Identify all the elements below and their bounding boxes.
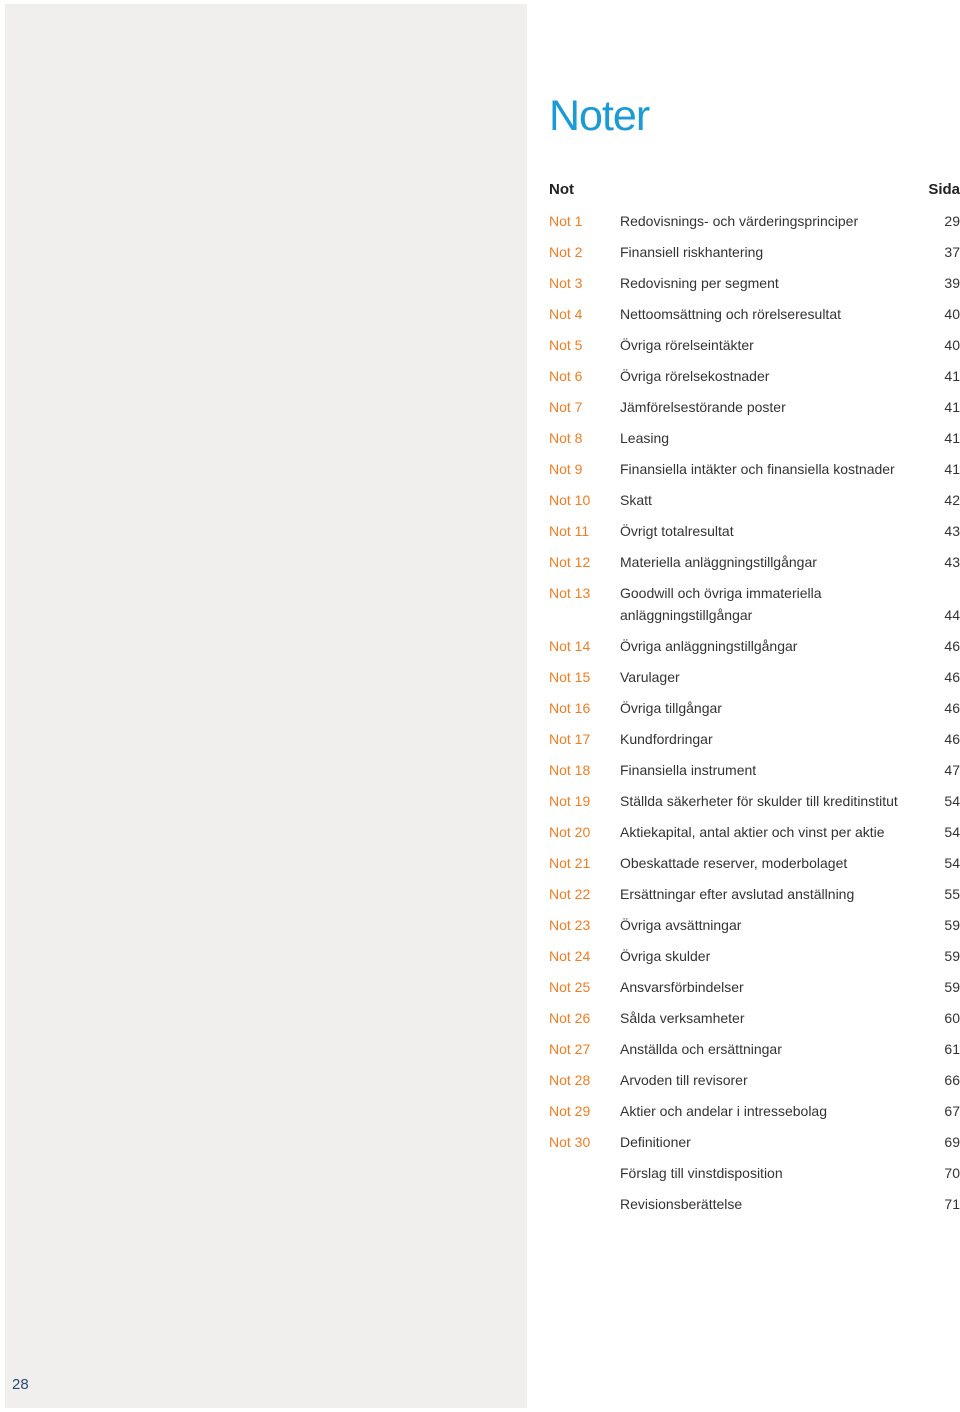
note-number: Not 4 xyxy=(549,306,583,322)
toc-row[interactable] xyxy=(549,430,960,461)
note-title: Skatt xyxy=(620,492,652,508)
note-title: Redovisnings- och värderingsprinciper xyxy=(620,213,859,229)
note-title: Ställda säkerheter för skulder till kreditinstitut xyxy=(620,793,898,809)
note-page: 60 xyxy=(944,1010,960,1026)
note-title: Finansiella instrument xyxy=(620,762,757,778)
toc-row[interactable] xyxy=(549,1010,960,1041)
note-number: Not 15 xyxy=(549,669,591,685)
note-page: 46 xyxy=(944,638,960,654)
note-number: Not 27 xyxy=(549,1041,591,1057)
note-page: 70 xyxy=(944,1165,960,1181)
note-number: Not 5 xyxy=(549,337,583,353)
note-page: 71 xyxy=(944,1196,960,1212)
note-number: Not 13 xyxy=(549,585,591,601)
toc-row[interactable] xyxy=(549,306,960,337)
note-title: Goodwill och övriga immateriella anläggningstillgångar xyxy=(620,585,822,623)
toc-row[interactable] xyxy=(549,824,960,855)
note-number: Not 29 xyxy=(549,1103,591,1119)
note-page: 44 xyxy=(944,607,960,623)
note-page: 54 xyxy=(944,855,960,871)
toc-row[interactable] xyxy=(549,368,960,399)
note-page: 46 xyxy=(944,731,960,747)
page-title: Noter xyxy=(549,92,650,140)
note-number: Not 1 xyxy=(549,213,583,229)
note-page: 61 xyxy=(944,1041,960,1057)
note-number: Not 24 xyxy=(549,948,591,964)
note-number: Not 14 xyxy=(549,638,591,654)
toc-row[interactable] xyxy=(549,669,960,700)
note-page: 43 xyxy=(944,554,960,570)
toc-row[interactable] xyxy=(549,492,960,523)
note-page: 40 xyxy=(944,306,960,322)
toc-row[interactable] xyxy=(549,1072,960,1103)
note-title: Anställda och ersättningar xyxy=(620,1041,782,1057)
note-title: Övriga avsättningar xyxy=(620,917,742,933)
note-number: Not 10 xyxy=(549,492,591,508)
toc-row[interactable] xyxy=(549,793,960,824)
note-number: Not 26 xyxy=(549,1010,591,1026)
toc-row[interactable] xyxy=(549,1041,960,1072)
note-page: 41 xyxy=(944,368,960,384)
toc-row[interactable] xyxy=(549,213,960,244)
toc-row[interactable] xyxy=(549,1196,960,1227)
note-page: 59 xyxy=(944,948,960,964)
note-number: Not 6 xyxy=(549,368,583,384)
note-page: 67 xyxy=(944,1103,960,1119)
note-title: Materiella anläggningstillgångar xyxy=(620,554,817,570)
toc-row[interactable] xyxy=(549,523,960,554)
note-number: Not 11 xyxy=(549,523,590,539)
note-number: Not 30 xyxy=(549,1134,591,1150)
note-page: 43 xyxy=(944,523,960,539)
toc-row[interactable] xyxy=(549,1165,960,1196)
note-page: 41 xyxy=(944,461,960,477)
note-number: Not 18 xyxy=(549,762,591,778)
page-number: 28 xyxy=(12,1376,29,1393)
note-page: 42 xyxy=(944,492,960,508)
note-number: Not 8 xyxy=(549,430,583,446)
note-title: Övriga rörelseintäkter xyxy=(620,337,754,353)
note-title: Jämförelsestörande poster xyxy=(620,399,786,415)
note-number: Not 16 xyxy=(549,700,591,716)
toc-row[interactable] xyxy=(549,1103,960,1134)
toc-row[interactable] xyxy=(549,700,960,731)
toc-row[interactable] xyxy=(549,948,960,979)
note-title: Övrigt totalresultat xyxy=(620,523,734,539)
note-page: 66 xyxy=(944,1072,960,1088)
left-panel xyxy=(5,4,527,1408)
toc-row[interactable] xyxy=(549,886,960,917)
note-title: Övriga skulder xyxy=(620,948,711,964)
note-page: 39 xyxy=(944,275,960,291)
note-title: Ansvarsförbindelser xyxy=(620,979,744,995)
toc-row[interactable] xyxy=(549,275,960,306)
note-page: 69 xyxy=(944,1134,960,1150)
note-number: Not 9 xyxy=(549,461,583,477)
note-title: Definitioner xyxy=(620,1134,691,1150)
note-number: Not 3 xyxy=(549,275,583,291)
note-title: Aktiekapital, antal aktier och vinst per aktie xyxy=(620,824,885,840)
toc-header-not: Not xyxy=(549,181,574,198)
note-number: Not 7 xyxy=(549,399,583,415)
note-page: 40 xyxy=(944,337,960,353)
note-page: 54 xyxy=(944,824,960,840)
note-title: Övriga anläggningstillgångar xyxy=(620,638,798,654)
note-page: 37 xyxy=(944,244,960,260)
toc-row[interactable] xyxy=(549,762,960,793)
toc-list xyxy=(549,213,960,1227)
note-number: Not 25 xyxy=(549,979,591,995)
note-page: 46 xyxy=(944,700,960,716)
note-title: Sålda verksamheter xyxy=(620,1010,745,1026)
toc-row[interactable] xyxy=(549,337,960,368)
note-page: 54 xyxy=(944,793,960,809)
note-title: Aktier och andelar i intressebolag xyxy=(620,1103,828,1119)
note-number: Not 20 xyxy=(549,824,591,840)
note-number: Not 2 xyxy=(549,244,583,260)
toc-header-sida: Sida xyxy=(928,181,960,198)
toc-row[interactable] xyxy=(549,461,960,492)
note-page: 46 xyxy=(944,669,960,685)
note-title: Finansiell riskhantering xyxy=(620,244,764,260)
toc-row[interactable] xyxy=(549,979,960,1010)
note-page: 41 xyxy=(944,399,960,415)
note-title: Revisionsberättelse xyxy=(620,1196,743,1212)
note-number: Not 22 xyxy=(549,886,591,902)
note-number: Not 17 xyxy=(549,731,591,747)
note-number: Not 21 xyxy=(549,855,591,871)
note-title: Redovisning per segment xyxy=(620,275,779,291)
note-title: Arvoden till revisorer xyxy=(620,1072,748,1088)
note-title: Ersättningar efter avslutad anställning xyxy=(620,886,855,902)
note-page: 41 xyxy=(944,430,960,446)
note-page: 55 xyxy=(944,886,960,902)
note-title: Finansiella intäkter och finansiella kostnader xyxy=(620,461,895,477)
toc-row[interactable] xyxy=(549,554,960,585)
toc-row[interactable] xyxy=(549,917,960,948)
toc-row[interactable] xyxy=(549,399,960,430)
note-number: Not 28 xyxy=(549,1072,591,1088)
note-title: Obeskattade reserver, moderbolaget xyxy=(620,855,848,871)
note-number: Not 19 xyxy=(549,793,591,809)
toc-row[interactable] xyxy=(549,638,960,669)
note-title: Övriga rörelsekostnader xyxy=(620,368,770,384)
toc-row[interactable] xyxy=(549,244,960,275)
note-title: Nettoomsättning och rörelseresultat xyxy=(620,306,841,322)
note-title: Kundfordringar xyxy=(620,731,713,747)
note-title: Övriga tillgångar xyxy=(620,700,722,716)
note-number: Not 23 xyxy=(549,917,591,933)
note-page: 29 xyxy=(944,213,960,229)
note-page: 59 xyxy=(944,917,960,933)
toc-row[interactable] xyxy=(549,585,960,638)
note-title: Leasing xyxy=(620,430,670,446)
toc-row[interactable] xyxy=(549,1134,960,1165)
note-number: Not 12 xyxy=(549,554,591,570)
note-page: 47 xyxy=(944,762,960,778)
note-page: 59 xyxy=(944,979,960,995)
note-title: Varulager xyxy=(620,669,680,685)
note-title: Förslag till vinstdisposition xyxy=(620,1165,783,1181)
toc-row[interactable] xyxy=(549,855,960,886)
toc-row[interactable] xyxy=(549,731,960,762)
